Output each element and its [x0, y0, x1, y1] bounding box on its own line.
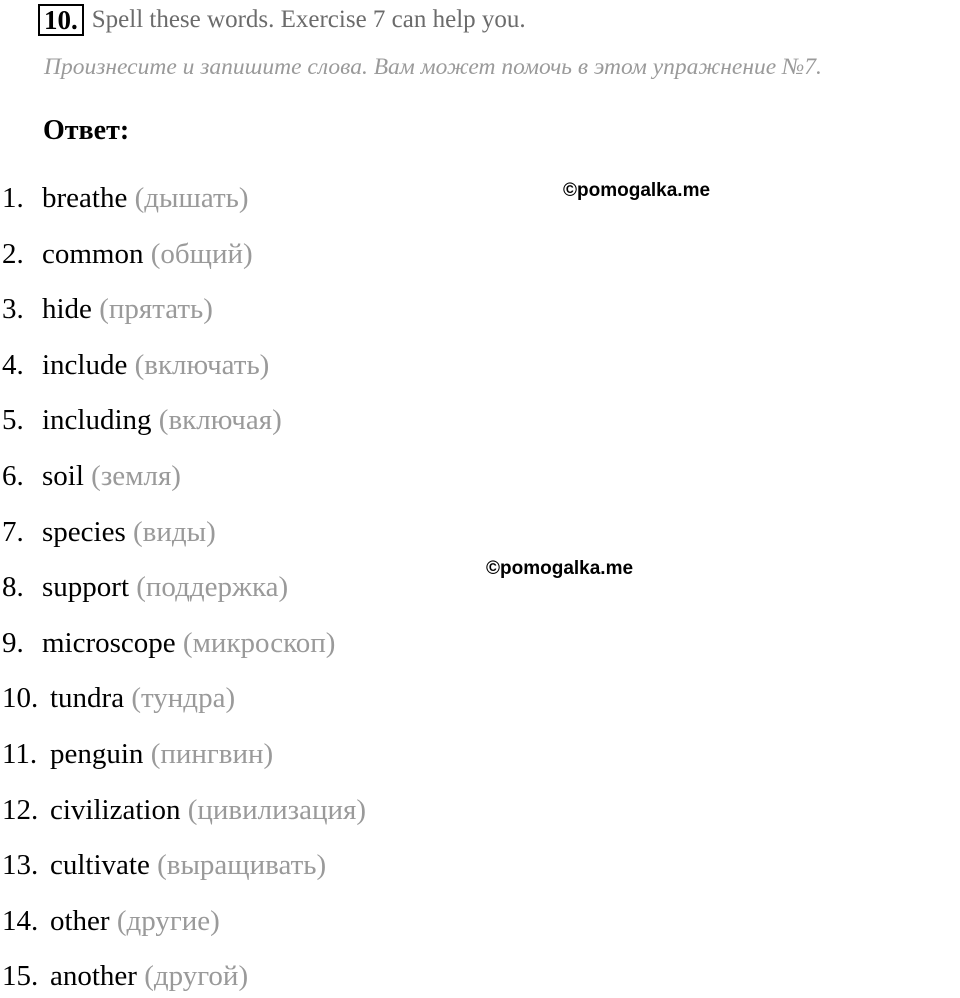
list-item: [2, 234, 253, 274]
item-number: 2.: [2, 237, 24, 270]
russian-translation: (другой): [144, 960, 249, 993]
english-word: other: [50, 904, 110, 937]
russian-translation: (прятать): [99, 293, 213, 326]
item-number: 13.: [2, 849, 39, 882]
item-number: 15.: [2, 960, 39, 993]
list-item: [2, 512, 216, 552]
english-word: soil: [42, 460, 84, 492]
list-item: [2, 734, 273, 774]
item-number: 14.: [2, 904, 39, 937]
watermark: ©pomogalka.me: [563, 180, 711, 201]
list-item: [2, 567, 288, 607]
russian-translation: (дышать): [134, 182, 249, 214]
russian-translation: (земля): [91, 460, 181, 492]
english-word: hide: [42, 293, 92, 326]
item-number: 7.: [2, 515, 24, 548]
russian-translation: (включая): [158, 404, 282, 437]
russian-translation: (поддержка): [136, 571, 289, 604]
list-item: [2, 400, 282, 440]
task-instruction: Spell these words. Exercise 7 can help you.: [91, 6, 526, 33]
english-word: another: [50, 960, 137, 993]
item-number: 3.: [2, 293, 24, 326]
item-number: 6.: [2, 460, 24, 492]
english-word: species: [42, 515, 126, 548]
list-item: [2, 456, 181, 496]
task-translation: Произнесите и запишите слова. Вам может помочь в этом упражнение №7.: [44, 54, 822, 80]
english-word: cultivate: [50, 849, 150, 882]
russian-translation: (выращивать): [157, 849, 327, 882]
english-word: microscope: [42, 626, 176, 659]
item-number: 5.: [2, 404, 24, 437]
list-item: [2, 623, 335, 663]
watermark: ©pomogalka.me: [486, 558, 634, 579]
task-number-badge: 10.: [38, 4, 84, 36]
russian-translation: (тундра): [131, 682, 236, 715]
english-word: civilization: [50, 793, 181, 826]
english-word: include: [42, 348, 128, 381]
list-item: [2, 178, 249, 218]
russian-translation: (другие): [116, 904, 220, 937]
list-item: [2, 345, 269, 385]
item-number: 12.: [2, 793, 39, 826]
item-number: 8.: [2, 571, 24, 604]
answer-label: Ответ:: [43, 115, 130, 146]
item-number: 9.: [2, 626, 24, 659]
russian-translation: (микроскоп): [182, 626, 336, 659]
list-item: [2, 790, 366, 830]
russian-translation: (пингвин): [150, 738, 274, 770]
item-number: 10.: [2, 682, 39, 715]
russian-translation: (общий): [150, 237, 253, 270]
list-item: [2, 678, 235, 718]
russian-translation: (цивилизация): [187, 793, 366, 826]
item-number: 11.: [2, 738, 38, 770]
english-word: including: [42, 404, 152, 437]
list-item: [2, 956, 248, 996]
russian-translation: (включать): [134, 348, 270, 381]
russian-translation: (виды): [133, 515, 216, 548]
english-word: support: [42, 571, 129, 604]
item-number: 4.: [2, 348, 24, 381]
english-word: common: [42, 237, 144, 270]
item-number: 1.: [2, 182, 24, 214]
english-word: penguin: [50, 738, 144, 770]
list-item: [2, 289, 213, 329]
list-item: [2, 901, 220, 941]
english-word: tundra: [50, 682, 125, 715]
english-word: breathe: [42, 182, 128, 214]
list-item: [2, 845, 326, 885]
task-header: [38, 4, 526, 36]
